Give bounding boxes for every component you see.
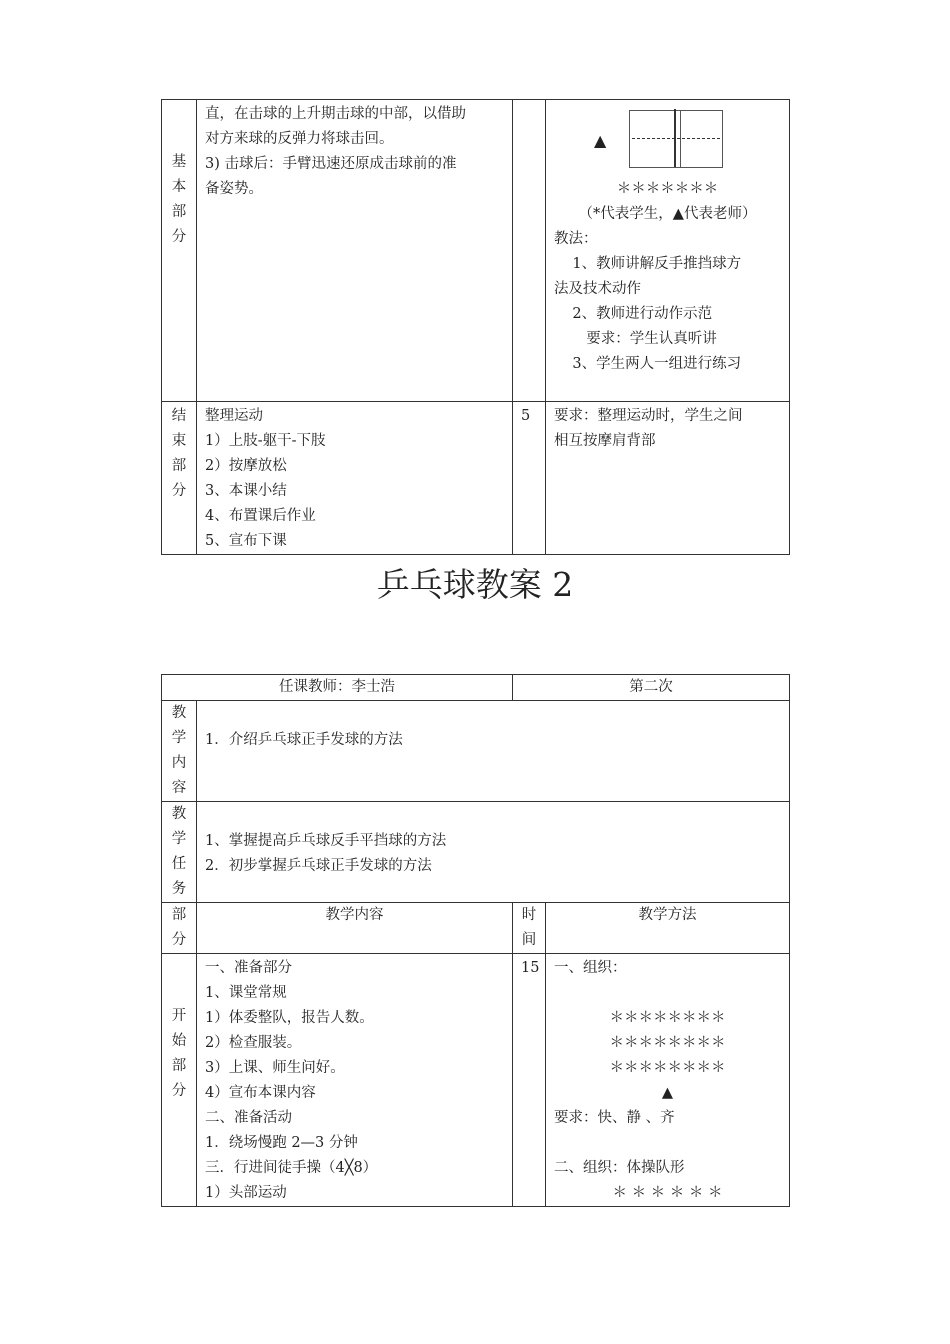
method-line: 一、组织：: [554, 960, 627, 976]
basic-method-cell: [546, 100, 790, 402]
student-stars: ＊ ＊ ＊ ＊ ＊ ＊: [612, 1185, 723, 1201]
header-content: 教学内容: [197, 903, 513, 954]
content-line: 三．行进间徒手操（4╳8）: [205, 1160, 378, 1176]
content-line: 1．绕场慢跑 2—3 分钟: [205, 1135, 358, 1151]
student-stars: ＊＊＊＊＊＊＊＊: [609, 1035, 726, 1051]
method-line: 3、学生两人一组进行练习: [554, 356, 742, 372]
method-line: 要求：学生认真听讲: [554, 331, 717, 347]
content-line: 备姿势。: [205, 181, 263, 197]
basic-content-cell: [197, 100, 513, 402]
teaching-content-cell: [197, 701, 790, 802]
content-line: 1、课堂常规: [205, 985, 287, 1001]
teaching-content-label: 教 学 内 容: [162, 701, 197, 802]
basic-time-cell: [513, 100, 546, 402]
task-line: 2．初步掌握乒乓球正手发球的方法: [205, 858, 432, 874]
lesson-plan-continuation-table: [161, 99, 790, 555]
header-time: 时 间: [513, 903, 546, 954]
end-section-row: [162, 402, 790, 555]
header-info-row: [162, 675, 790, 701]
basic-section-row: [162, 100, 790, 402]
end-method-cell: [546, 402, 790, 555]
teaching-tasks-cell: [197, 802, 790, 903]
method-line: 二、组织：体操队形: [554, 1160, 685, 1176]
student-stars: ＊＊＊＊＊＊＊: [616, 181, 719, 197]
method-line: 要求：快、静 、齐: [554, 1110, 675, 1126]
teacher-name: 任课教师：李士浩: [162, 675, 513, 701]
document-title: 乒乓球教案 2: [376, 565, 574, 604]
student-stars: ＊＊＊＊＊＊＊＊: [609, 1010, 726, 1026]
content-line: 3) 击球后：手臂迅速还原成击球前的准: [205, 156, 457, 172]
content-line: 4）宣布本课内容: [205, 1085, 316, 1101]
start-content-cell: [197, 954, 513, 1207]
method-line: 相互按摩肩背部: [554, 433, 656, 449]
start-section-label: 开 始 部 分: [162, 954, 197, 1207]
method-line: 教法：: [554, 231, 598, 247]
blank-line: [554, 981, 781, 1006]
student-stars: ＊＊＊＊＊＊＊＊: [609, 1060, 726, 1076]
end-time-cell: 5: [513, 402, 546, 555]
end-section-label: 结 束 部 分: [162, 402, 197, 555]
content-line: 1）体委整队，报告人数。: [205, 1010, 374, 1026]
content-line: 3、本课小结: [205, 483, 287, 499]
legend-note: （*代表学生，▲代表老师）: [578, 206, 757, 222]
content-line: 直，在击球的上升期击球的中部，以借助: [205, 106, 466, 122]
teacher-triangle-icon: ▲: [661, 1085, 674, 1101]
session-number: 第二次: [513, 675, 790, 701]
method-line: 2、教师进行动作示范: [554, 306, 713, 322]
content-line: 整理运动: [205, 408, 263, 424]
teaching-tasks-label: 教 学 任 务: [162, 802, 197, 903]
column-header-row: [162, 903, 790, 954]
blank-line: [554, 1131, 781, 1156]
method-line: 1、教师讲解反手推挡球方: [554, 256, 742, 272]
end-content-cell: [197, 402, 513, 555]
court-diagram: [554, 102, 781, 177]
content-line: 1）头部运动: [205, 1185, 287, 1201]
content-line: 1．介绍乒乓球正手发球的方法: [205, 732, 403, 748]
content-line: 一、准备部分: [205, 960, 292, 976]
lesson-plan-2-table: [161, 674, 790, 1207]
content-line: 4、布置课后作业: [205, 508, 316, 524]
content-line: 对方来球的反弹力将球击回。: [205, 131, 394, 147]
start-method-cell: [546, 954, 790, 1207]
header-method: 教学方法: [546, 903, 790, 954]
task-line: 1、掌握提高乒乓球反手平挡球的方法: [205, 833, 447, 849]
basic-section-label: 基 本 部 分: [162, 100, 197, 402]
content-line: 5、宣布下课: [205, 533, 287, 549]
content-line: 二、准备活动: [205, 1110, 292, 1126]
content-line: 2）按摩放松: [205, 458, 287, 474]
method-line: 法及技术动作: [554, 281, 641, 297]
teaching-content-row: [162, 701, 790, 802]
header-section: 部 分: [162, 903, 197, 954]
content-line: 3）上课、师生问好。: [205, 1060, 345, 1076]
content-line: 2）检查服装。: [205, 1035, 302, 1051]
method-line: 要求：整理运动时，学生之间: [554, 408, 743, 424]
table-tennis-table-icon: [629, 110, 723, 168]
content-line: 1）上肢-躯干-下肢: [205, 433, 326, 449]
teacher-triangle-icon: ▲: [594, 131, 607, 150]
teaching-tasks-row: [162, 802, 790, 903]
start-time-cell: 15: [513, 954, 546, 1207]
start-section-row: [162, 954, 790, 1207]
